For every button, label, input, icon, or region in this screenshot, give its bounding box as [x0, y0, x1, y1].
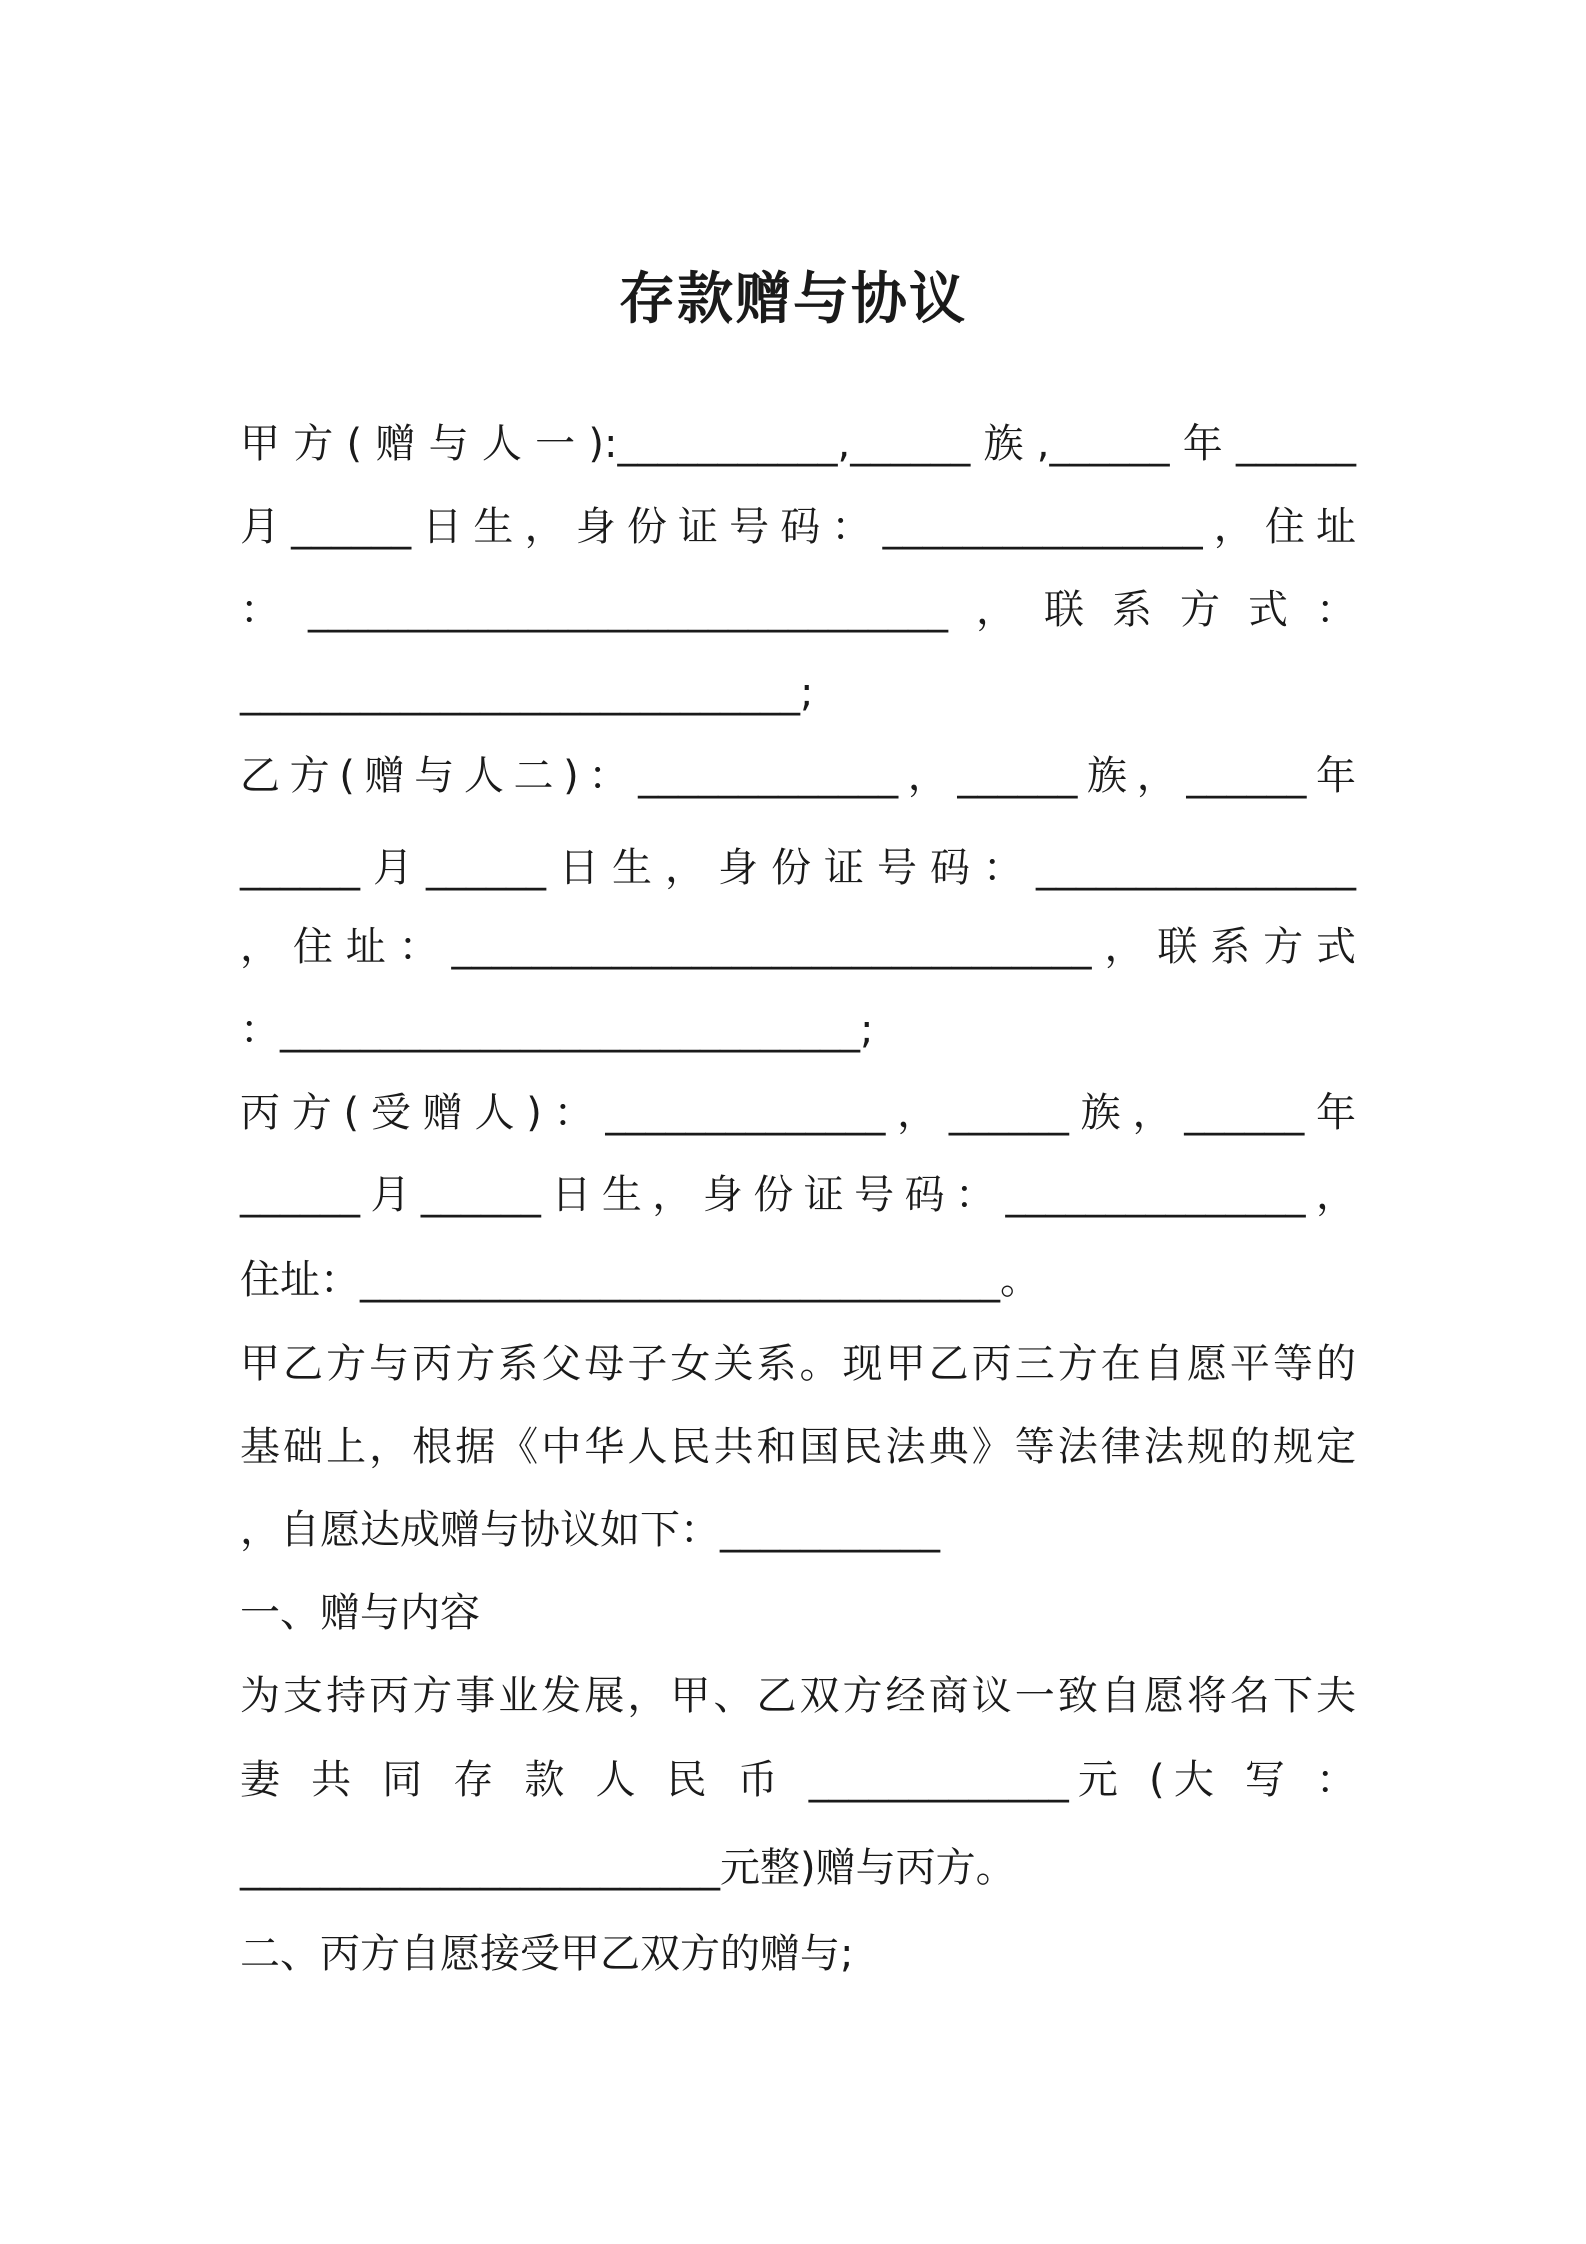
party-a-line-1: 甲方(赠与人一):___________,______族,______年______	[240, 421, 1356, 467]
party-c-line-2: ______月______日生，身份证号码：_______________，	[240, 1172, 1356, 1218]
preamble-line-3: ，自愿达成赠与协议如下：___________	[240, 1507, 940, 1553]
party-c-line-1: 丙方(受赠人)：______________，______族，______年	[240, 1090, 1356, 1136]
preamble-line-1: 甲乙方与丙方系父母子女关系。现甲乙丙三方在自愿平等的	[240, 1341, 1356, 1387]
party-a-line-4: ____________________________;	[240, 670, 814, 716]
party-a-line-3: ：________________________________，联系方式：	[240, 587, 1356, 633]
party-a-line-2: 月______日生，身份证号码：________________，住址	[240, 504, 1356, 550]
document-title: 存款赠与协议	[619, 267, 967, 332]
party-b-line-1: 乙方(赠与人二)：_____________，______族，______年	[240, 753, 1356, 799]
section-1-line-3: ________________________元整)赠与丙方。	[240, 1845, 1016, 1891]
section-2-heading: 二、丙方自愿接受甲乙双方的赠与;	[240, 1931, 854, 1977]
section-1-heading: 一、赠与内容	[240, 1590, 480, 1636]
preamble-line-2: 基础上，根据《中华人民共和国民法典》等法律法规的规定	[240, 1424, 1356, 1470]
party-c-line-3: 住址：________________________________。	[240, 1257, 1040, 1303]
party-b-line-4: ：_____________________________;	[240, 1007, 874, 1053]
section-1-line-2: 妻 共 同 存 款 人 民 币 _____________元 (大 写 ：	[240, 1757, 1356, 1803]
party-b-line-2: ______月______日生，身份证号码：________________	[240, 845, 1356, 891]
party-b-line-3: ，住址：________________________________，联系方式	[240, 924, 1356, 970]
section-1-line-1: 为支持丙方事业发展，甲、乙双方经商议一致自愿将名下夫	[240, 1673, 1356, 1719]
